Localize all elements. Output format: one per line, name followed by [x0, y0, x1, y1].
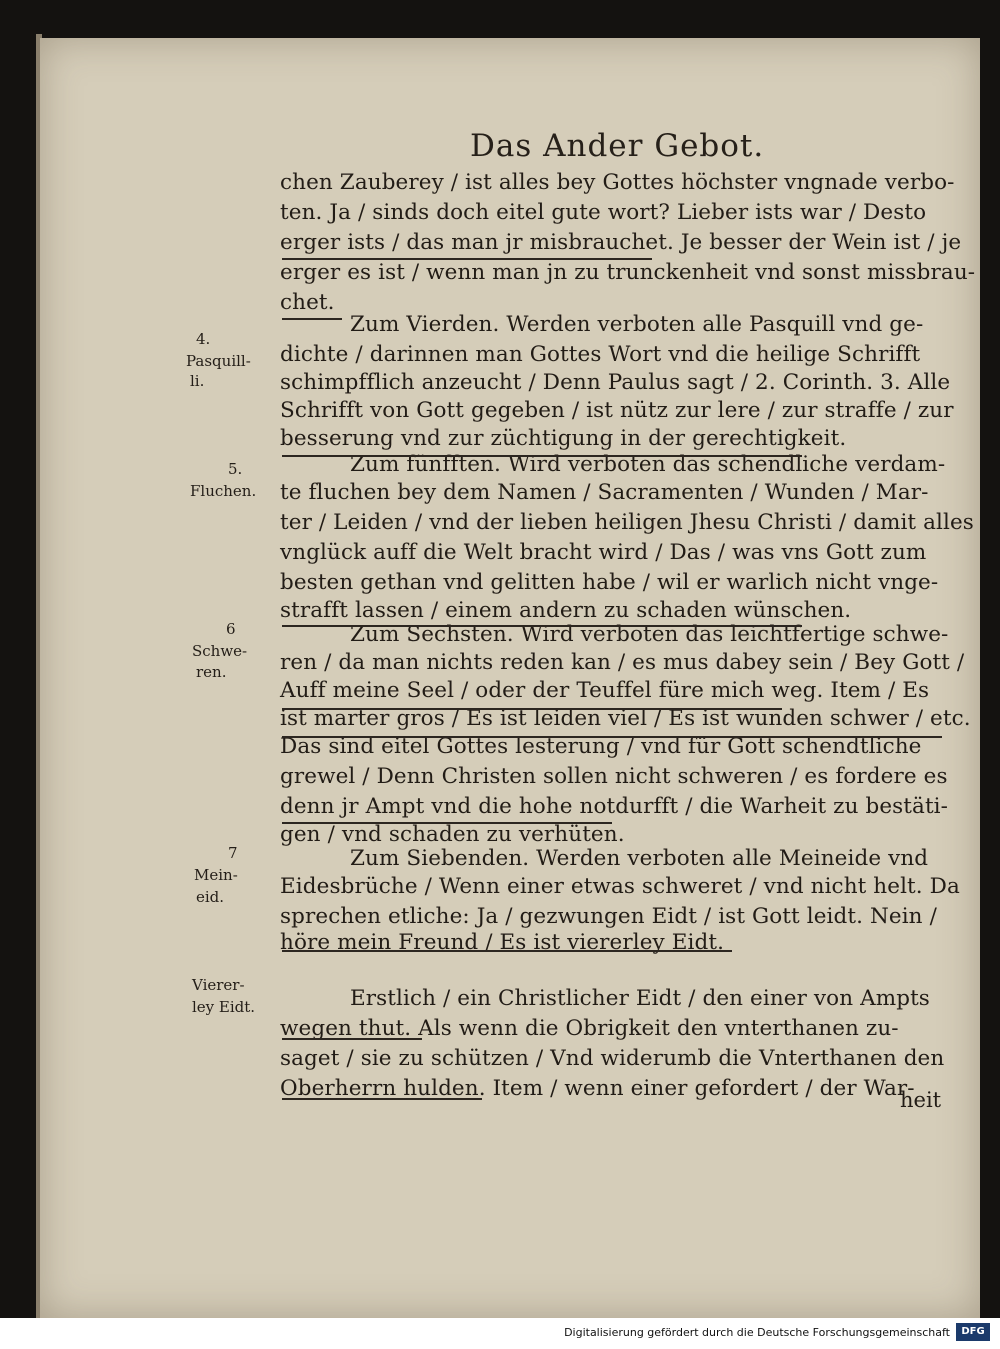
- margin-number: 4.: [196, 330, 211, 348]
- ink-underline: [282, 455, 802, 457]
- dfg-logo-icon: DFG: [956, 1323, 990, 1341]
- margin-note: ley Eidt.: [192, 998, 256, 1016]
- ink-underline: [282, 708, 782, 710]
- ink-underline: [282, 822, 612, 824]
- footer-bar: [0, 1318, 1000, 1349]
- text-line: dichte / darinnen man Gottes Wort vnd die heilige Schrifft: [280, 342, 921, 367]
- text-line: chet.: [280, 290, 335, 315]
- text-line: höre mein Freund / Es ist viererley Eidt.: [280, 930, 725, 955]
- text-line: erger es ist / wenn man jn zu trunckenheit vnd sonst missbrau-: [280, 260, 976, 285]
- text-line: denn jr Ampt vnd die hohe notdurfft / die Warheit zu bestäti-: [280, 794, 949, 819]
- text-line: erger ists / das man jr misbrauchet. Je besser der Wein ist / je: [280, 230, 962, 255]
- margin-note: eid.: [196, 888, 225, 906]
- margin-note: Fluchen.: [190, 482, 257, 500]
- text-line: Zum Vierden. Werden verboten alle Pasquill vnd ge-: [350, 312, 924, 337]
- margin-number: 7: [228, 844, 238, 862]
- text-line: sprechen etliche: Ja / gezwungen Eidt / ist Gott leidt. Nein /: [280, 904, 937, 929]
- text-line: wegen thut. Als wenn die Obrigkeit den vnterthanen zu-: [280, 1016, 899, 1041]
- text-line: ren / da man nichts reden kan / es mus dabey sein / Bey Gott /: [280, 650, 965, 675]
- ink-underline: [282, 736, 942, 738]
- ink-underline: [282, 258, 652, 260]
- running-head: Das Ander Gebot.: [470, 128, 765, 164]
- text-line: vnglück auff die Welt bracht wird / Das / was vns Gott zum: [280, 540, 927, 565]
- text-line: Erstlich / ein Christlicher Eidt / den einer von Ampts: [350, 986, 930, 1011]
- catchword: heit: [900, 1088, 942, 1112]
- ink-underline: [282, 1038, 422, 1040]
- ink-underline: [282, 318, 342, 320]
- text-line: strafft lassen / einem andern zu schaden wünschen.: [280, 598, 852, 623]
- margin-number: 6: [226, 620, 236, 638]
- text-line: Zum Sechsten. Wird verboten das leichtfertige schwe-: [350, 622, 949, 647]
- digitization-credit: Digitalisierung gefördert durch die Deutsche Forschungsgemeinschaft: [564, 1326, 950, 1339]
- margin-note: Schwe-: [192, 642, 248, 660]
- margin-note: li.: [190, 372, 205, 390]
- margin-note: Pasquill-: [186, 352, 251, 370]
- text-line: gen / vnd schaden zu verhüten.: [280, 822, 625, 847]
- text-line: besserung vnd zur züchtigung in der gerechtigkeit.: [280, 426, 847, 451]
- text-line: chen Zauberey / ist alles bey Gottes höchster vngnade verbo-: [280, 170, 955, 195]
- ink-underline: [282, 1098, 482, 1100]
- ink-underline: [282, 950, 732, 952]
- margin-note: Vierer-: [192, 976, 245, 994]
- ink-underline: [282, 625, 802, 627]
- text-line: grewel / Denn Christen sollen nicht schweren / es fordere es: [280, 764, 948, 789]
- text-line: besten gethan vnd gelitten habe / wil er warlich nicht vnge-: [280, 570, 939, 595]
- margin-number: 5.: [228, 460, 243, 478]
- text-line: Schrifft von Gott gegeben / ist nütz zur lere / zur straffe / zur: [280, 398, 954, 423]
- text-line: ter / Leiden / vnd der lieben heiligen Jhesu Christi / damit alles: [280, 510, 974, 535]
- text-line: Zum fünfften. Wird verboten das schendliche verdam-: [350, 452, 946, 477]
- text-line: Oberherrn hulden. Item / wenn einer gefordert / der War-: [280, 1076, 915, 1101]
- text-line: ist marter gros / Es ist leiden viel / Es ist wunden schwer / etc.: [280, 706, 971, 731]
- margin-note: ren.: [196, 663, 227, 681]
- text-line: ten. Ja / sinds doch eitel gute wort? Lieber ists war / Desto: [280, 200, 927, 225]
- text-line: te fluchen bey dem Namen / Sacramenten / Wunden / Mar-: [280, 480, 929, 505]
- text-line: Auff meine Seel / oder der Teuffel füre mich weg. Item / Es: [280, 678, 930, 703]
- margin-note: Mein-: [194, 866, 238, 884]
- text-line: schimpfflich anzeucht / Denn Paulus sagt / 2. Corinth. 3. Alle: [280, 370, 951, 395]
- text-line: Das sind eitel Gottes lesterung / vnd für Gott schendtliche: [280, 734, 922, 759]
- text-line: Zum Siebenden. Werden verboten alle Meineide vnd: [350, 846, 929, 871]
- text-line: Eidesbrüche / Wenn einer etwas schweret / vnd nicht helt. Da: [280, 874, 960, 899]
- text-line: saget / sie zu schützen / Vnd widerumb die Vnterthanen den: [280, 1046, 945, 1071]
